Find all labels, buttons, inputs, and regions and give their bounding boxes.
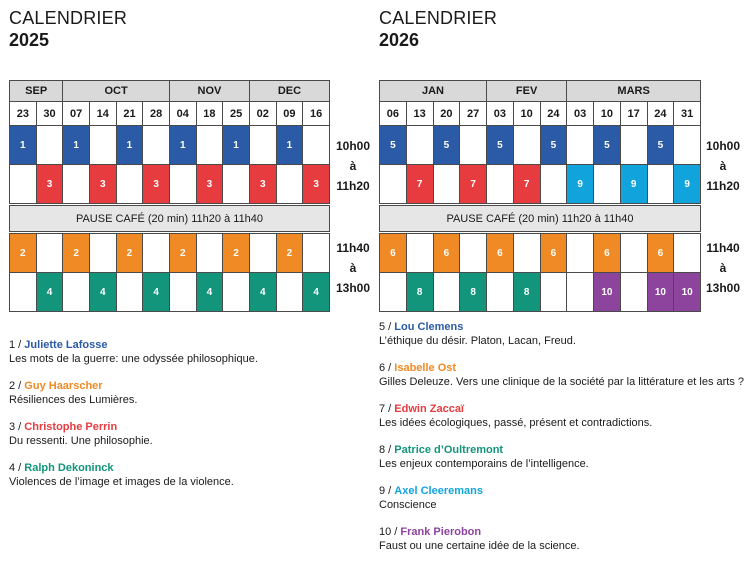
- speaker-entry: [379, 320, 747, 348]
- session-cell: 3: [143, 165, 170, 204]
- speaker-number: 1 /: [9, 339, 22, 351]
- speaker-entry: [9, 420, 359, 448]
- speaker-name: Lou Clemens: [394, 321, 464, 333]
- empty-cell: [380, 273, 407, 312]
- empty-cell: [89, 234, 116, 273]
- day-header: 28: [143, 102, 170, 126]
- speaker-number: 9 /: [379, 485, 392, 497]
- time-morning-start: 10h00: [705, 139, 741, 153]
- empty-cell: [674, 234, 701, 273]
- schedule-grid-2026: [379, 80, 701, 312]
- empty-cell: [567, 273, 594, 312]
- session-cell: 5: [594, 126, 621, 165]
- empty-cell: [460, 126, 487, 165]
- empty-cell: [169, 165, 196, 204]
- empty-cell: [567, 234, 594, 273]
- session-cell: 2: [276, 234, 303, 273]
- speaker-entry: [379, 361, 747, 389]
- empty-cell: [196, 234, 223, 273]
- empty-cell: [620, 234, 647, 273]
- time-afternoon-left: [333, 238, 373, 298]
- speaker-entry: [379, 484, 747, 512]
- day-header: 20: [433, 102, 460, 126]
- speaker-name: Juliette Lafosse: [24, 339, 108, 351]
- talk-title: Conscience: [379, 499, 437, 511]
- day-header: 03: [487, 102, 514, 126]
- empty-cell: [223, 165, 250, 204]
- speaker-entry: [379, 525, 747, 553]
- talk-title: L’éthique du désir. Platon, Lacan, Freud.: [379, 335, 576, 347]
- session-cell: 9: [620, 165, 647, 204]
- time-afternoon-end: 13h00: [335, 281, 371, 295]
- session-cell: 9: [674, 165, 701, 204]
- session-cell: 4: [196, 273, 223, 312]
- speaker-entry: [379, 443, 747, 471]
- empty-cell: [276, 165, 303, 204]
- empty-cell: [63, 165, 90, 204]
- day-header: 18: [196, 102, 223, 126]
- empty-cell: [620, 273, 647, 312]
- calendar-title: CALENDRIER: [9, 8, 128, 28]
- session-cell: 4: [89, 273, 116, 312]
- session-cell: 6: [380, 234, 407, 273]
- session-cell: 5: [433, 126, 460, 165]
- day-header: 16: [303, 102, 330, 126]
- session-cell: 1: [169, 126, 196, 165]
- session-cell: 7: [513, 165, 540, 204]
- session-cell: 2: [223, 234, 250, 273]
- time-afternoon-start: 11h40: [706, 241, 740, 255]
- empty-cell: [406, 126, 433, 165]
- day-header: 14: [89, 102, 116, 126]
- time-afternoon-a: à: [349, 261, 357, 275]
- session-cell: 8: [406, 273, 433, 312]
- empty-cell: [540, 273, 567, 312]
- month-header: SEP: [10, 81, 63, 102]
- session-cell: 6: [647, 234, 674, 273]
- month-header: MARS: [567, 81, 701, 102]
- speaker-number: 2 /: [9, 380, 22, 392]
- talk-title: Violences de l’image et images de la violence.: [9, 476, 234, 488]
- time-morning-left: [333, 136, 373, 196]
- time-morning-a: à: [349, 159, 357, 173]
- month-header: DEC: [249, 81, 329, 102]
- session-cell: 6: [433, 234, 460, 273]
- empty-cell: [513, 234, 540, 273]
- talk-title: Les enjeux contemporains de l’intelligence.: [379, 458, 589, 470]
- day-header: 17: [620, 102, 647, 126]
- empty-cell: [487, 165, 514, 204]
- time-morning-end: 11h20: [706, 179, 740, 193]
- empty-cell: [540, 165, 567, 204]
- session-cell: 1: [10, 126, 37, 165]
- day-header: 30: [36, 102, 63, 126]
- session-cell: 3: [89, 165, 116, 204]
- speaker-number: 4 /: [9, 462, 22, 474]
- session-cell: 3: [249, 165, 276, 204]
- empty-cell: [249, 126, 276, 165]
- speaker-legend-2025: [9, 338, 359, 502]
- empty-cell: [433, 273, 460, 312]
- empty-cell: [10, 165, 37, 204]
- session-cell: 6: [540, 234, 567, 273]
- time-afternoon-a: à: [719, 261, 727, 275]
- empty-cell: [303, 234, 330, 273]
- month-header: OCT: [63, 81, 170, 102]
- day-header: 25: [223, 102, 250, 126]
- empty-cell: [63, 273, 90, 312]
- session-cell: 1: [223, 126, 250, 165]
- talk-title: Résiliences des Lumières.: [9, 394, 138, 406]
- empty-cell: [513, 126, 540, 165]
- day-header: 04: [169, 102, 196, 126]
- speaker-name: Isabelle Ost: [394, 362, 457, 374]
- day-header: 13: [406, 102, 433, 126]
- time-afternoon-end: 13h00: [705, 281, 741, 295]
- speaker-number: 8 /: [379, 444, 392, 456]
- speaker-number: 7 /: [379, 403, 392, 415]
- time-afternoon-right: [703, 238, 743, 298]
- day-header: 27: [460, 102, 487, 126]
- speaker-name: Frank Pierobon: [400, 526, 482, 538]
- day-header: 07: [63, 102, 90, 126]
- session-cell: 3: [196, 165, 223, 204]
- day-header: 21: [116, 102, 143, 126]
- month-header: FEV: [487, 81, 567, 102]
- day-header: 31: [674, 102, 701, 126]
- day-header: 02: [249, 102, 276, 126]
- empty-cell: [116, 165, 143, 204]
- empty-cell: [594, 165, 621, 204]
- speaker-name: Patrice d’Oultremont: [394, 444, 504, 456]
- session-cell: 10: [647, 273, 674, 312]
- session-cell: 10: [674, 273, 701, 312]
- speaker-entry: [9, 338, 359, 366]
- talk-title: Les idées écologiques, passé, présent et contradictions.: [379, 417, 653, 429]
- time-morning-a: à: [719, 159, 727, 173]
- day-header: 23: [10, 102, 37, 126]
- talk-title: Les mots de la guerre: une odyssée philosophique.: [9, 353, 258, 365]
- empty-cell: [433, 165, 460, 204]
- session-cell: 5: [380, 126, 407, 165]
- session-cell: 4: [303, 273, 330, 312]
- empty-cell: [567, 126, 594, 165]
- empty-cell: [143, 234, 170, 273]
- session-cell: 2: [116, 234, 143, 273]
- day-header: 24: [647, 102, 674, 126]
- day-header: 10: [594, 102, 621, 126]
- coffee-break-banner: PAUSE CAFÉ (20 min) 11h20 à 11h40: [10, 206, 330, 232]
- empty-cell: [196, 126, 223, 165]
- calendar-title: CALENDRIER: [379, 8, 498, 28]
- empty-cell: [249, 234, 276, 273]
- speaker-name: Axel Cleeremans: [394, 485, 483, 497]
- empty-cell: [487, 273, 514, 312]
- session-cell: 1: [63, 126, 90, 165]
- session-cell: 7: [406, 165, 433, 204]
- calendar-year: 2026: [379, 30, 420, 50]
- coffee-break-banner: PAUSE CAFÉ (20 min) 11h20 à 11h40: [380, 206, 701, 232]
- empty-cell: [89, 126, 116, 165]
- empty-cell: [143, 126, 170, 165]
- session-cell: 8: [513, 273, 540, 312]
- empty-cell: [36, 126, 63, 165]
- speaker-entry: [9, 461, 359, 489]
- talk-title: Du ressenti. Une philosophie.: [9, 435, 153, 447]
- empty-cell: [460, 234, 487, 273]
- session-cell: 8: [460, 273, 487, 312]
- empty-cell: [10, 273, 37, 312]
- empty-cell: [36, 234, 63, 273]
- empty-cell: [406, 234, 433, 273]
- session-cell: 1: [276, 126, 303, 165]
- session-cell: 3: [303, 165, 330, 204]
- time-morning-end: 11h20: [336, 179, 370, 193]
- month-header: NOV: [169, 81, 249, 102]
- empty-cell: [116, 273, 143, 312]
- session-cell: 2: [63, 234, 90, 273]
- empty-cell: [380, 165, 407, 204]
- speaker-name: Edwin Zaccaï: [394, 403, 464, 415]
- empty-cell: [620, 126, 647, 165]
- session-cell: 2: [10, 234, 37, 273]
- empty-cell: [303, 126, 330, 165]
- session-cell: 6: [487, 234, 514, 273]
- session-cell: 6: [594, 234, 621, 273]
- empty-cell: [223, 273, 250, 312]
- speaker-name: Ralph Dekoninck: [24, 462, 114, 474]
- day-header: 24: [540, 102, 567, 126]
- session-cell: 4: [36, 273, 63, 312]
- empty-cell: [647, 165, 674, 204]
- day-header: 06: [380, 102, 407, 126]
- day-header: 10: [513, 102, 540, 126]
- session-cell: 10: [594, 273, 621, 312]
- talk-title: Faust ou une certaine idée de la science.: [379, 540, 580, 552]
- time-morning-start: 10h00: [335, 139, 371, 153]
- time-afternoon-start: 11h40: [336, 241, 370, 255]
- speaker-number: 5 /: [379, 321, 392, 333]
- time-morning-right: [703, 136, 743, 196]
- session-cell: 3: [36, 165, 63, 204]
- speaker-legend-2026: [379, 320, 747, 566]
- speaker-name: Guy Haarscher: [24, 380, 103, 392]
- speaker-number: 10 /: [379, 526, 398, 538]
- session-cell: 5: [540, 126, 567, 165]
- session-cell: 1: [116, 126, 143, 165]
- day-header: 03: [567, 102, 594, 126]
- day-header: 09: [276, 102, 303, 126]
- talk-title: Gilles Deleuze. Vers une clinique de la société par la littérature et les arts ?: [379, 376, 745, 388]
- speaker-name: Christophe Perrin: [24, 421, 118, 433]
- speaker-number: 6 /: [379, 362, 392, 374]
- session-cell: 4: [249, 273, 276, 312]
- session-cell: 2: [169, 234, 196, 273]
- speaker-entry: [379, 402, 747, 430]
- speaker-number: 3 /: [9, 421, 22, 433]
- session-cell: 4: [143, 273, 170, 312]
- session-cell: 5: [647, 126, 674, 165]
- schedule-grid-2025: [9, 80, 330, 312]
- speaker-entry: [9, 379, 359, 407]
- month-header: JAN: [380, 81, 487, 102]
- session-cell: 7: [460, 165, 487, 204]
- empty-cell: [169, 273, 196, 312]
- session-cell: 5: [487, 126, 514, 165]
- empty-cell: [674, 126, 701, 165]
- session-cell: 9: [567, 165, 594, 204]
- empty-cell: [276, 273, 303, 312]
- calendar-year: 2025: [9, 30, 50, 50]
